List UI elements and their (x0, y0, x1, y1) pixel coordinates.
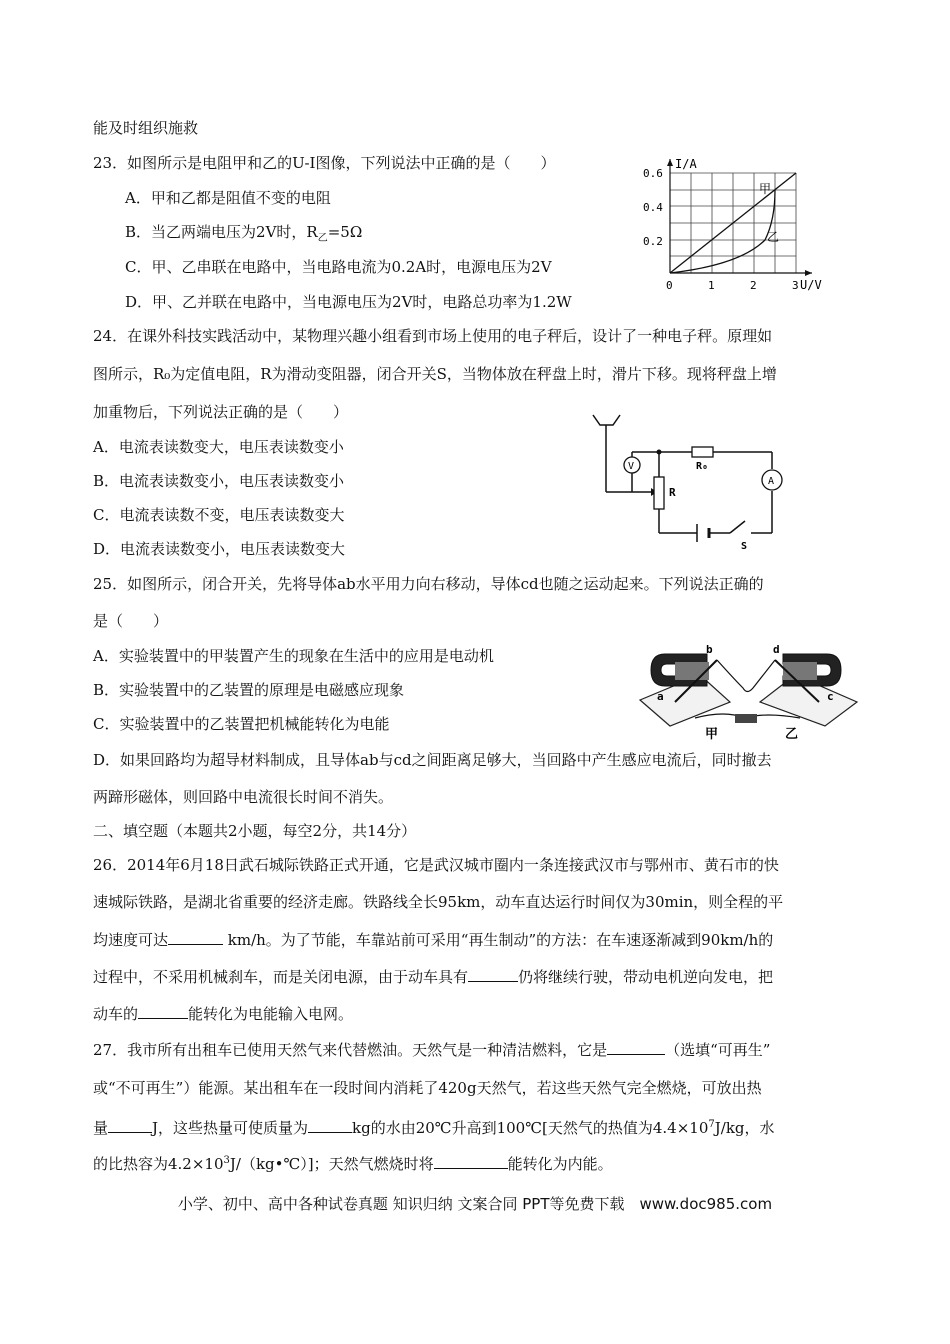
label-yi: 乙 (785, 727, 799, 740)
q24-option-b: B．电流表读数变小，电压表读数变小 (93, 472, 345, 490)
label-jia: 甲 (705, 727, 719, 740)
question-26-line5: 动车的 能转化为电能输入电网。 (93, 1005, 354, 1023)
r0-label: R₀ (696, 461, 709, 472)
ui-graph-figure (640, 155, 840, 295)
q25-option-c: C．实验装置中的乙装置把机械能转化为电能 (93, 715, 390, 733)
x-tick-label: 1 (708, 279, 715, 292)
page-footer: 小学、初中、高中各种试卷真题 知识归纳 文案合同 PPT等免费下载 www.doc985.com (177, 1195, 773, 1213)
question-24-line1: 24．在课外科技实践活动中，某物理兴趣小组看到市场上使用的电子秤后，设计了一种电子秤。原理如 (93, 327, 773, 345)
q24-option-a: A．电流表读数变大，电压表读数变小 (93, 438, 344, 456)
q25-option-d-line1: D．如果回路均为超导材料制成，且导体ab与cd之间距离足够大，当回路中产生感应电流后，同时撤去 (93, 751, 772, 769)
x-axis-label: U/V (800, 278, 822, 292)
rheostat-r (654, 477, 664, 509)
q23-option-a: A．甲和乙都是阻值不变的电阻 (125, 189, 331, 207)
scale-circuit-figure (585, 405, 800, 550)
q23-option-b: B．当乙两端电压为2V时，$R_乙=5\Omega$ (125, 223, 363, 244)
continued-text: 能及时组织施救 (93, 119, 199, 137)
q23-option-d: D．甲、乙并联在电路中，当电源电压为2V时，电路总功率为1.2W (125, 293, 572, 311)
section-2-heading: 二、填空题（本题共2小题，每空2分，共14分） (93, 822, 417, 840)
q25-option-b: B．实验装置中的乙装置的原理是电磁感应现象 (93, 681, 405, 699)
y-axis-arrow (667, 159, 673, 166)
q24-option-d: D．电流表读数变小，电压表读数变大 (93, 540, 346, 558)
question-24-line3: 加重物后，下列说法正确的是（ ） (93, 403, 349, 421)
jia-magnet-pole (675, 662, 709, 680)
q24-option-c: C．电流表读数不变，电压表读数变大 (93, 506, 345, 524)
answer-blank (168, 930, 223, 945)
question-27-line1: 27．我市所有出租车已使用天然气来代替燃油。天然气是一种清洁燃料，它是 （选填“可再生” (93, 1041, 771, 1059)
x-tick-label: 3 (792, 279, 799, 292)
answer-blank (308, 1118, 352, 1133)
y-tick-label: 0.2 (643, 235, 663, 248)
x-tick-label: 2 (750, 279, 757, 292)
answer-blank (108, 1118, 152, 1133)
label-b: b (706, 643, 713, 656)
scale-pan (593, 415, 620, 425)
y-axis-label: I/A (675, 157, 697, 171)
question-27-line3: 量 J，这些热量可使质量为 kg的水由20℃升高到100℃[天然气的热值为$4.4\times 10^7J/kg$，水 (93, 1119, 775, 1137)
resistor-r0 (692, 447, 713, 457)
answer-blank (468, 967, 518, 982)
curve-yi-label: 乙 (767, 230, 780, 244)
question-23: 23．如图所示是电阻甲和乙的U-I图像，下列说法中正确的是（ ） (93, 154, 556, 172)
question-27-line2: 或“不可再生”）能源。某出租车在一段时间内消耗了420g天然气，若这些天然气完全燃烧，可放出热 (93, 1079, 762, 1097)
answer-blank (434, 1154, 508, 1169)
q23-option-c: C．甲、乙串联在电路中，当电路电流为0.2A时，电源电压为2V (125, 258, 552, 276)
label-a: a (657, 690, 664, 703)
curve-jia-label: 甲 (759, 182, 772, 196)
switch-block (735, 714, 757, 723)
question-26-line1: 26．2014年6月18日武石城际铁路正式开通，它是武汉城市圈内一条连接武汉市与鄂州市、黄石市的快 (93, 856, 779, 874)
q25-option-d-line2: 两蹄形磁体，则回路中电流很长时间不消失。 (93, 788, 394, 806)
question-25-line2: 是（ ） (93, 612, 169, 630)
y-tick-label: 0.6 (643, 167, 663, 180)
question-26-line2: 速城际铁路，是湖北省重要的经济走廊。铁路线全长95km，动车直达运行时间仅为30min，则全程的平 (93, 893, 784, 911)
question-27-line4: 的比热容为$4.2\times 10^3J/(kg•℃)$]；天然气燃烧时将 能转化为内能。 (93, 1155, 613, 1173)
question-24-line2: 图所示，R₀为定值电阻，R为滑动变阻器，闭合开关S，当物体放在秤盘上时，滑片下移。现将秤盘上增 (93, 365, 777, 383)
voltmeter-label: V (628, 461, 635, 472)
x-tick-label: 0 (666, 279, 673, 292)
ammeter-label: A (768, 476, 775, 487)
question-25-line1: 25．如图所示，闭合开关，先将导体ab水平用力向右移动，导体cd也随之运动起来。下列说法正确的 (93, 575, 764, 593)
q25-option-a: A．实验装置中的甲装置产生的现象在生活中的应用是电动机 (93, 647, 494, 665)
magnet-apparatus-figure (635, 640, 860, 740)
junction-dot (657, 450, 662, 455)
yi-magnet-pole (783, 662, 817, 680)
x-axis-arrow (805, 270, 812, 276)
y-tick-label: 0.4 (643, 201, 663, 214)
answer-blank (607, 1040, 665, 1055)
switch-label: S (741, 541, 748, 550)
question-26-line3: 均速度可达 km/h。为了节能，车靠站前可采用“再生制动”的方法：在车速逐渐减到90km/h的 (93, 931, 774, 949)
r-label: R (669, 486, 676, 499)
question-26-line4: 过程中，不采用机械刹车，而是关闭电源，由于动车具有 仍将继续行驶，带动电机逆向发电，把 (93, 968, 774, 986)
label-c: c (827, 690, 834, 703)
answer-blank (138, 1004, 188, 1019)
label-d: d (773, 643, 780, 656)
